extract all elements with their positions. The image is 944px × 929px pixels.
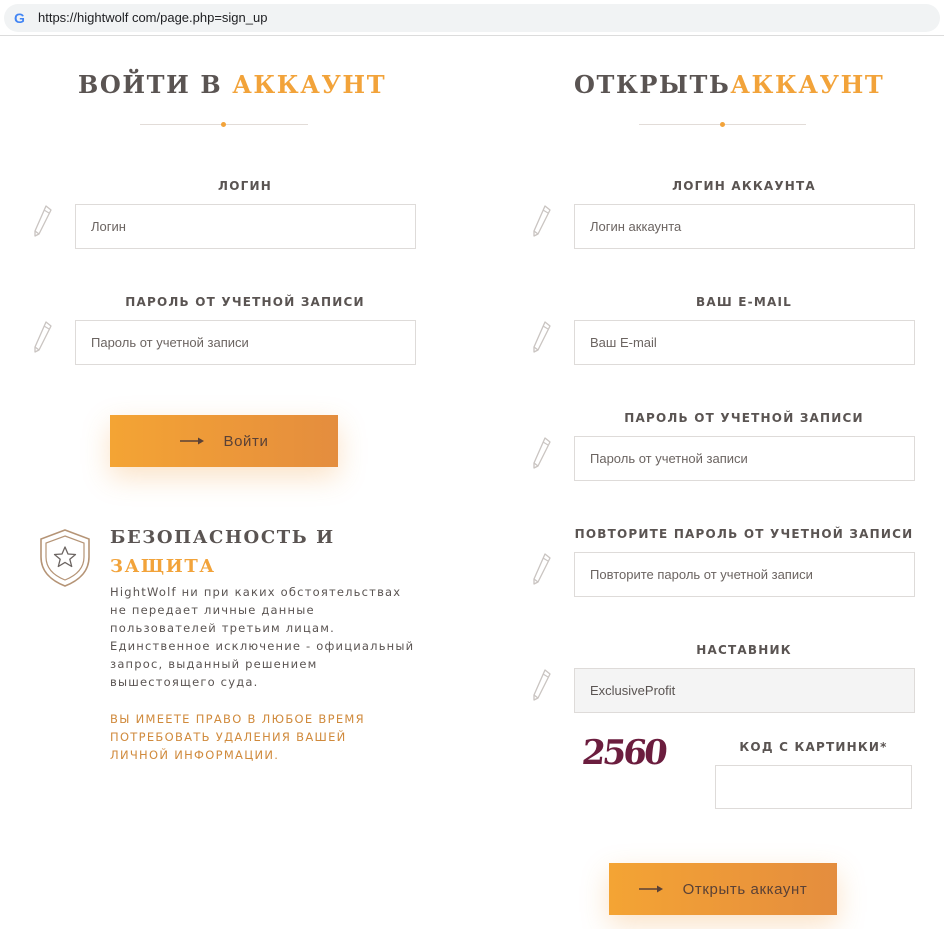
pencil-icon	[531, 320, 553, 354]
security-note-line: ПОТРЕБОВАТЬ УДАЛЕНИЯ ВАШЕЙ	[110, 730, 347, 744]
register-email-label: ВАШ E-MAIL	[696, 295, 792, 309]
register-submit-button[interactable]	[609, 863, 837, 915]
security-text-line: не передает личные данные	[110, 603, 315, 617]
arrow-right-icon	[180, 436, 206, 446]
register-password-input[interactable]	[574, 436, 915, 481]
security-text-line: вышестоящего суда.	[110, 675, 259, 689]
register-title	[574, 70, 884, 100]
security-note-line: ВЫ ИМЕЕТЕ ПРАВО В ЛЮБОЕ ВРЕМЯ	[110, 712, 365, 726]
security-title-dark: БЕЗОПАСНОСТЬ И	[110, 527, 335, 548]
login-title	[78, 70, 386, 100]
register-divider-dot	[720, 122, 725, 127]
security-text-line: HightWolf ни при каких обстоятельствах	[110, 585, 402, 599]
register-mentor-label: НАСТАВНИК	[696, 643, 792, 657]
google-favicon-icon: G	[14, 10, 25, 26]
register-repeat-input[interactable]	[574, 552, 915, 597]
login-submit-label: Войти	[223, 432, 269, 450]
captcha-input[interactable]	[715, 765, 912, 809]
arrow-right-icon	[639, 884, 665, 894]
security-text-line: запрос, выданный решением	[110, 657, 318, 671]
security-text-line: Единственное исключение - официальный	[110, 639, 415, 653]
register-password-label: ПАРОЛЬ ОТ УЧЕТНОЙ ЗАПИСИ	[624, 411, 864, 425]
register-account-label: ЛОГИН АККАУНТА	[672, 179, 816, 193]
login-password-input[interactable]	[75, 320, 416, 365]
pencil-icon	[32, 320, 54, 354]
captcha-label: КОД С КАРТИНКИ*	[739, 740, 888, 754]
security-title-line1	[110, 525, 335, 551]
login-title-dark: ВОЙТИ В	[78, 70, 233, 99]
register-repeat-label: ПОВТОРИТЕ ПАРОЛЬ ОТ УЧЕТНОЙ ЗАПИСИ	[574, 527, 914, 541]
register-mentor-input[interactable]	[574, 668, 915, 713]
register-title-accent: АККАУНТ	[730, 70, 885, 99]
register-submit-label: Открыть аккаунт	[682, 880, 808, 898]
login-username-input[interactable]	[75, 204, 416, 249]
shield-star-icon	[38, 528, 92, 588]
register-email-input[interactable]	[574, 320, 915, 365]
login-title-accent: АККАУНТ	[232, 70, 387, 99]
register-title-dark: ОТКРЫТЬ	[574, 70, 731, 99]
security-text-line: пользователей третьим лицам.	[110, 621, 335, 635]
pencil-icon	[531, 552, 553, 586]
pencil-icon	[531, 204, 553, 238]
login-submit-button[interactable]	[110, 415, 338, 467]
pencil-icon	[531, 668, 553, 702]
pencil-icon	[531, 436, 553, 470]
login-password-label: ПАРОЛЬ ОТ УЧЕТНОЙ ЗАПИСИ	[125, 295, 365, 309]
register-account-input[interactable]	[574, 204, 915, 249]
security-title-line2: ЗАЩИТА	[110, 556, 216, 577]
pencil-icon	[32, 204, 54, 238]
login-divider-dot	[221, 122, 226, 127]
security-note-line: ЛИЧНОЙ ИНФОРМАЦИИ.	[110, 748, 280, 762]
login-username-label: ЛОГИН	[218, 179, 272, 193]
browser-url-bar	[0, 0, 944, 36]
address-url[interactable]: https://hightwolf com/page.php=sign_up	[38, 10, 268, 25]
captcha-image: 2560	[579, 733, 667, 773]
